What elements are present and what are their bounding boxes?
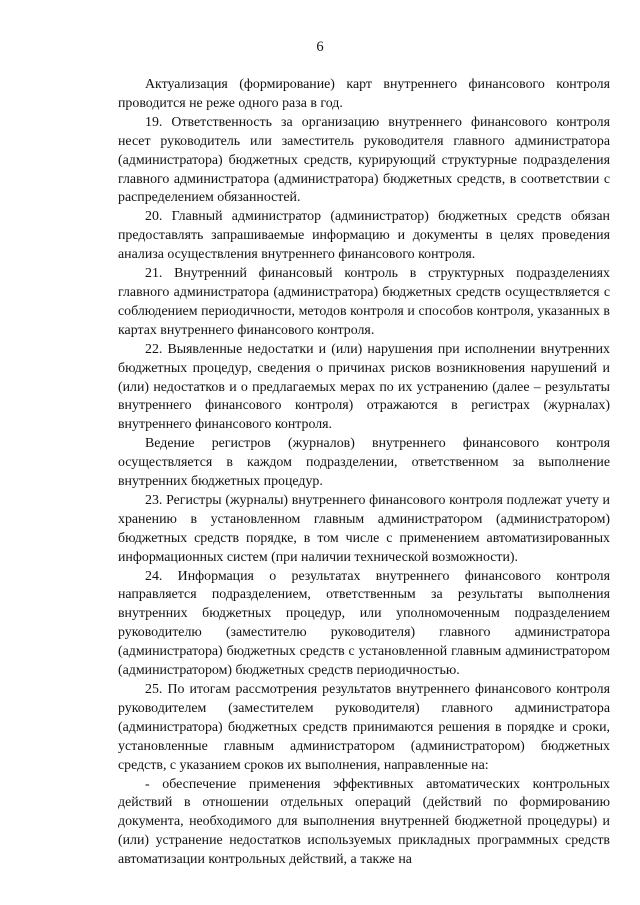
document-body (118, 76, 610, 870)
paragraph-25: 25. По итогам рассмотрения результатов внутреннего финансового контроля руководителем (заместителем руководителя) главного администратора (администратора) бюджетных средств принимаются решения в порядке и сроки, установленные главным администратором (администратором) бюджетных средств, с указанием сроков их выполнения, направленные на: (118, 682, 610, 773)
paragraph-registers: Ведение регистров (журналов) внутреннего финансового контроля осуществляется в каждом подразделении, ответственном за выполнение внутренних бюджетных процедур. (118, 436, 610, 490)
paragraph-22: 22. Выявленные недостатки и (или) нарушения при исполнении внутренних бюджетных процедур, сведения о причинах рисков возникновения нарушений и (или) недостатков и о предлагаемых мерах по их устранению (далее – результаты внутреннего финансового контроля) отражаются в регистрах (журналах) внутреннего финансового контроля. (118, 341, 610, 433)
page-number: 6 (316, 39, 324, 55)
paragraph-24: 24. Информация о результатах внутреннего финансового контроля направляется подразделением, ответственным за результаты выполнения внутренних бюджетных процедур, или уполномоченным подразделением руководителю (заместителю руководителя) главного администратора (администратора) бюджетных средств с установленной главным администратором (администратором) бюджетных средств периодичностью. (118, 568, 610, 679)
paragraph-21: 21. Внутренний финансовый контроль в структурных подразделениях главного администратора (администратора) бюджетных средств осуществляется с соблюдением периодичности, методов контроля и способов контроля, указанных в картах внутреннего финансового контроля. (118, 266, 610, 338)
paragraph-map-update: Актуализация (формирование) карт внутреннего финансового контроля проводится не реже одного раза в год. (118, 77, 610, 111)
paragraph-23: 23. Регистры (журналы) внутреннего финансового контроля подлежат учету и хранению в установленном главным администратором (администратором) бюджетных средств порядке, в том числе с применением автоматизированных информационных систем (при наличии технической возможности). (118, 492, 610, 565)
paragraph-19: 19. Ответственность за организацию внутреннего финансового контроля несет руководитель или заместитель руководителя главного администратора (администратора) бюджетных средств, курирующий структурные подразделения главного администратора (администратора) бюджетных средств, в соответствии с распределением обязанностей. (118, 114, 610, 206)
paragraph-20: 20. Главный администратор (администратор) бюджетных средств обязан предоставлять запрашиваемые информацию и документы в целях проведения анализа осуществления внутреннего финансового контроля. (118, 209, 610, 263)
paragraph-25-item: - обеспечение применения эффективных автоматических контрольных действий в отношении отдельных операций (действий по формированию документа, необходимого для выполнения внутренней бюджетной процедуры) и (или) устранение недостатков используемых прикладных программных средств автоматизации контрольных действий, а также на (118, 776, 610, 868)
